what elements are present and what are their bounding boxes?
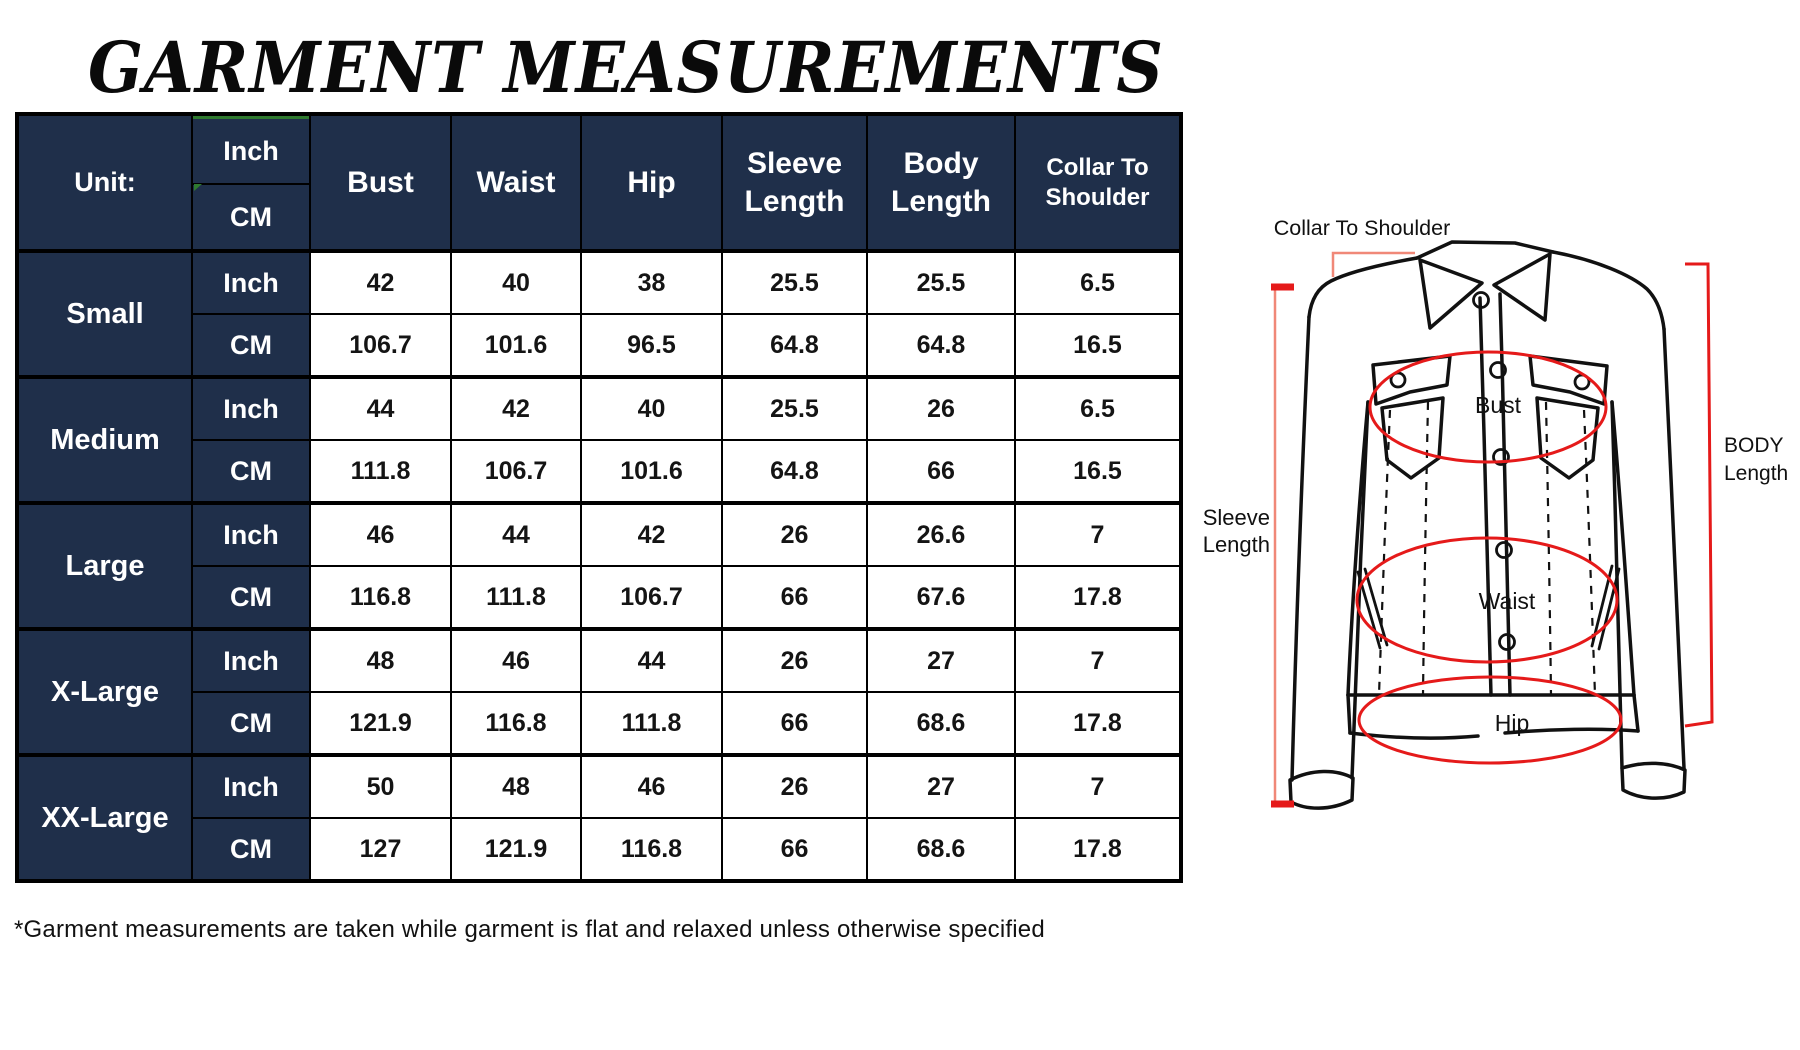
unit-cell: Inch — [192, 629, 310, 692]
measurement-cell: 64.8 — [722, 440, 867, 503]
measurement-cell: 16.5 — [1015, 440, 1181, 503]
measurement-cell: 40 — [451, 251, 581, 314]
seam-dash-line — [1546, 402, 1551, 695]
measurement-cell: 96.5 — [581, 314, 722, 377]
table-row — [17, 503, 1181, 566]
right-sleeve-outer — [1664, 329, 1684, 768]
measurement-cell: 46 — [451, 629, 581, 692]
placket-left-line — [1480, 298, 1491, 695]
measurement-cell: 26 — [722, 503, 867, 566]
right-cuff — [1622, 763, 1685, 798]
measurement-cell: 68.6 — [867, 818, 1015, 881]
measurement-cell: 127 — [310, 818, 451, 881]
measurement-cell: 66 — [722, 818, 867, 881]
measurement-cell: 106.7 — [310, 314, 451, 377]
table-row — [17, 566, 1181, 629]
measurement-cell: 116.8 — [581, 818, 722, 881]
measurement-cell: 6.5 — [1015, 377, 1181, 440]
unit-cell: CM — [192, 692, 310, 755]
unit-header: Unit: — [17, 114, 192, 251]
left-cuff — [1290, 771, 1353, 808]
body-length-bracket — [1685, 264, 1712, 726]
measurement-cell: 40 — [581, 377, 722, 440]
button — [1497, 543, 1512, 558]
footnote: *Garment measurements are taken while garment is flat and relaxed unless otherwise specified — [14, 916, 1045, 943]
seam-dash-line — [1423, 402, 1428, 695]
measurement-cell: 7 — [1015, 629, 1181, 692]
measurement-cell: 42 — [581, 503, 722, 566]
table-row — [17, 314, 1181, 377]
unit-cell: CM — [192, 314, 310, 377]
measurement-cell: 46 — [310, 503, 451, 566]
measurement-cell: 44 — [310, 377, 451, 440]
jacket-outline — [1290, 242, 1685, 808]
collar-top — [1417, 242, 1553, 258]
measurement-cell: 42 — [310, 251, 451, 314]
table-row — [17, 440, 1181, 503]
measurement-cell: 17.8 — [1015, 692, 1181, 755]
measurement-cell: 44 — [451, 503, 581, 566]
table-header-row — [17, 114, 1181, 251]
unit-cell: Inch — [192, 377, 310, 440]
body-length-label-line1: BODY — [1724, 434, 1784, 457]
measurement-cell: 7 — [1015, 755, 1181, 818]
measurement-cell: 26 — [867, 377, 1015, 440]
measurement-cell: 111.8 — [310, 440, 451, 503]
table-row — [17, 629, 1181, 692]
size-label: Small — [17, 251, 192, 377]
collar-right-lapel — [1494, 254, 1550, 320]
measurement-cell: 106.7 — [451, 440, 581, 503]
collar-to-shoulder-label: Collar To Shoulder — [1273, 216, 1451, 240]
sleeve-length-label-line1: Sleeve — [1202, 505, 1270, 530]
measurement-cell: 121.9 — [310, 692, 451, 755]
measurement-cell: 44 — [581, 629, 722, 692]
measurement-cell: 67.6 — [867, 566, 1015, 629]
cm-header-label: CM — [230, 201, 272, 232]
measurement-cell: 116.8 — [310, 566, 451, 629]
table-row — [17, 377, 1181, 440]
measurement-cell: 121.9 — [451, 818, 581, 881]
size-label: Medium — [17, 377, 192, 503]
left-sleeve-outer — [1292, 317, 1309, 780]
seam-dash-line — [1379, 410, 1390, 695]
measurement-cell: 38 — [581, 251, 722, 314]
measurement-marks — [1271, 253, 1712, 804]
table-row — [17, 818, 1181, 881]
measurement-cell: 111.8 — [451, 566, 581, 629]
measurement-cell: 106.7 — [581, 566, 722, 629]
measurement-cell: 17.8 — [1015, 818, 1181, 881]
table-row — [17, 251, 1181, 314]
measurement-cell: 7 — [1015, 503, 1181, 566]
table-row — [17, 692, 1181, 755]
measurement-cell: 66 — [722, 566, 867, 629]
left-shoulder — [1309, 258, 1417, 317]
inch-header-label: Inch — [193, 116, 309, 185]
column-header-sleeve-length: Sleeve Length — [722, 114, 867, 251]
inch-cm-split — [193, 116, 309, 249]
measurement-cell: 46 — [581, 755, 722, 818]
hem-sides — [1348, 695, 1638, 733]
measurement-cell: 48 — [310, 629, 451, 692]
measurement-cell: 64.8 — [867, 314, 1015, 377]
measurement-cell: 25.5 — [867, 251, 1015, 314]
unit-cell: CM — [192, 566, 310, 629]
right-pocket-flap — [1530, 356, 1607, 404]
right-shoulder — [1553, 252, 1664, 329]
measurement-cell: 50 — [310, 755, 451, 818]
unit-cell: Inch — [192, 503, 310, 566]
hip-label: Hip — [1494, 710, 1530, 736]
unit-cell: CM — [192, 440, 310, 503]
measurement-cell: 27 — [867, 629, 1015, 692]
column-header-collar-to-shoulder: Collar To Shoulder — [1015, 114, 1181, 251]
unit-cell: Inch — [192, 755, 310, 818]
measurement-cell: 25.5 — [722, 377, 867, 440]
measurement-cell: 66 — [722, 692, 867, 755]
sleeve-length-label-line2: Length — [1202, 532, 1270, 557]
size-label: XX-Large — [17, 755, 192, 881]
measurement-cell: 6.5 — [1015, 251, 1181, 314]
measurement-cell: 64.8 — [722, 314, 867, 377]
page-title: GARMENT MEASUREMENTS — [88, 26, 1164, 109]
measurement-cell: 42 — [451, 377, 581, 440]
excel-artifact-triangle — [194, 184, 202, 191]
size-label: X-Large — [17, 629, 192, 755]
measurement-cell: 101.6 — [451, 314, 581, 377]
measurement-cell: 68.6 — [867, 692, 1015, 755]
column-header-bust: Bust — [310, 114, 451, 251]
bust-label: Bust — [1474, 392, 1522, 418]
measurement-cell: 26 — [722, 755, 867, 818]
measurement-cell: 26.6 — [867, 503, 1015, 566]
measurement-cell: 116.8 — [451, 692, 581, 755]
table-row — [17, 755, 1181, 818]
measurement-cell: 27 — [867, 755, 1015, 818]
unit-inch-cm-header — [192, 114, 310, 251]
jacket-diagram — [1090, 180, 1800, 840]
measurement-cell: 25.5 — [722, 251, 867, 314]
column-header-body-length: Body Length — [867, 114, 1015, 251]
column-header-waist: Waist — [451, 114, 581, 251]
unit-cell: Inch — [192, 251, 310, 314]
measurement-cell: 111.8 — [581, 692, 722, 755]
size-chart-table — [15, 112, 1183, 883]
measurement-cell: 101.6 — [581, 440, 722, 503]
column-header-hip: Hip — [581, 114, 722, 251]
measurement-cell: 17.8 — [1015, 566, 1181, 629]
unit-cell: CM — [192, 818, 310, 881]
measurement-cell: 66 — [867, 440, 1015, 503]
waist-label: Waist — [1478, 588, 1536, 614]
size-label: Large — [17, 503, 192, 629]
measurement-cell: 16.5 — [1015, 314, 1181, 377]
measurement-cell: 26 — [722, 629, 867, 692]
measurement-cell: 48 — [451, 755, 581, 818]
body-length-label-line2: Length — [1724, 462, 1789, 485]
collar-left-lapel — [1420, 260, 1482, 328]
